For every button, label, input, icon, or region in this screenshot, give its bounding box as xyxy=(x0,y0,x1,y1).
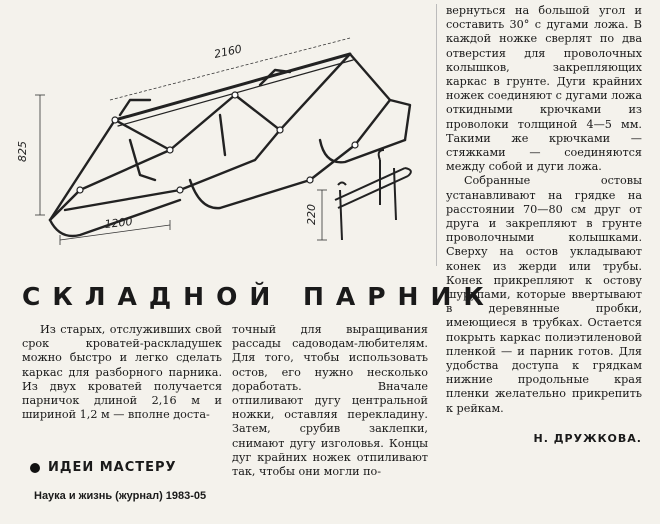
paragraph: точный для выращивания рассады садоводам-любителям. Для того, чтобы использовать остов, его нужно несколько доработать. Вначале отпиливают дугу центральной ножки, оставляя перекладину. Затем, срубив заклепки, снимают дугу изголовья. Концы дуг крайних ножек отпиливают так, чтобы они могли по- xyxy=(232,323,428,479)
source-caption: Наука и жизнь (журнал) 1983-05 xyxy=(34,490,207,502)
dim-peg-label: 220 xyxy=(305,204,318,225)
author-signature: Н. ДРУЖКОВА. xyxy=(533,431,642,445)
rubric-label xyxy=(30,460,177,475)
bullet-icon xyxy=(30,463,40,473)
column-divider xyxy=(436,4,437,266)
dim-width-label: 1200 xyxy=(103,215,134,231)
text-column-3 xyxy=(446,4,642,446)
text-column-2 xyxy=(232,323,428,479)
text-column-1 xyxy=(22,323,222,422)
dim-height-label: 825 xyxy=(16,141,29,162)
paragraph: Из старых, отслуживших свой срок кроватей-раскладушек можно быстро и легко сделать каркас для разборного парника. Из двух кроватей получается парничок длиной 2,16 м и шириной 1,2 м — вполне доста- xyxy=(22,323,222,422)
article-title: СКЛАДНОЙ ПАРНИК xyxy=(22,282,496,311)
paragraph: Собранные остовы устанавливают на грядке на расстоянии 70—80 см друг от друга и закрепляют в грунте проволочными колышками. Сверху на остов укладывают конек из жерди или трубы. Конек прикрепляют к остову шурупами, которые ввертывают в деревянные пробки, имеющиеся в трубках. Остается покрыть каркас полиэтиленовой пленкой — и парник готов. Для удобства доступа к грядкам нижние продольные края пленки желательно прикрепить к рейкам. xyxy=(446,174,642,415)
rubric-text: ИДЕИ МАСТЕРУ xyxy=(48,460,177,475)
dim-length-label: 2160 xyxy=(212,42,244,61)
paragraph: вернуться на большой угол и составить 30° с дугами ложа. В каждой ножке сверлят по два отверстия для проволочных колышков, закрепляющих каркас в грунте. Дуги крайних ножек соединяют с дугами ложа откидными крючками из проволоки толщиной 4—5 мм. Такими же крючками — стяжками — соединяются между собой и дуги ложа. xyxy=(446,4,642,174)
greenhouse-frame-drawing xyxy=(16,40,440,265)
